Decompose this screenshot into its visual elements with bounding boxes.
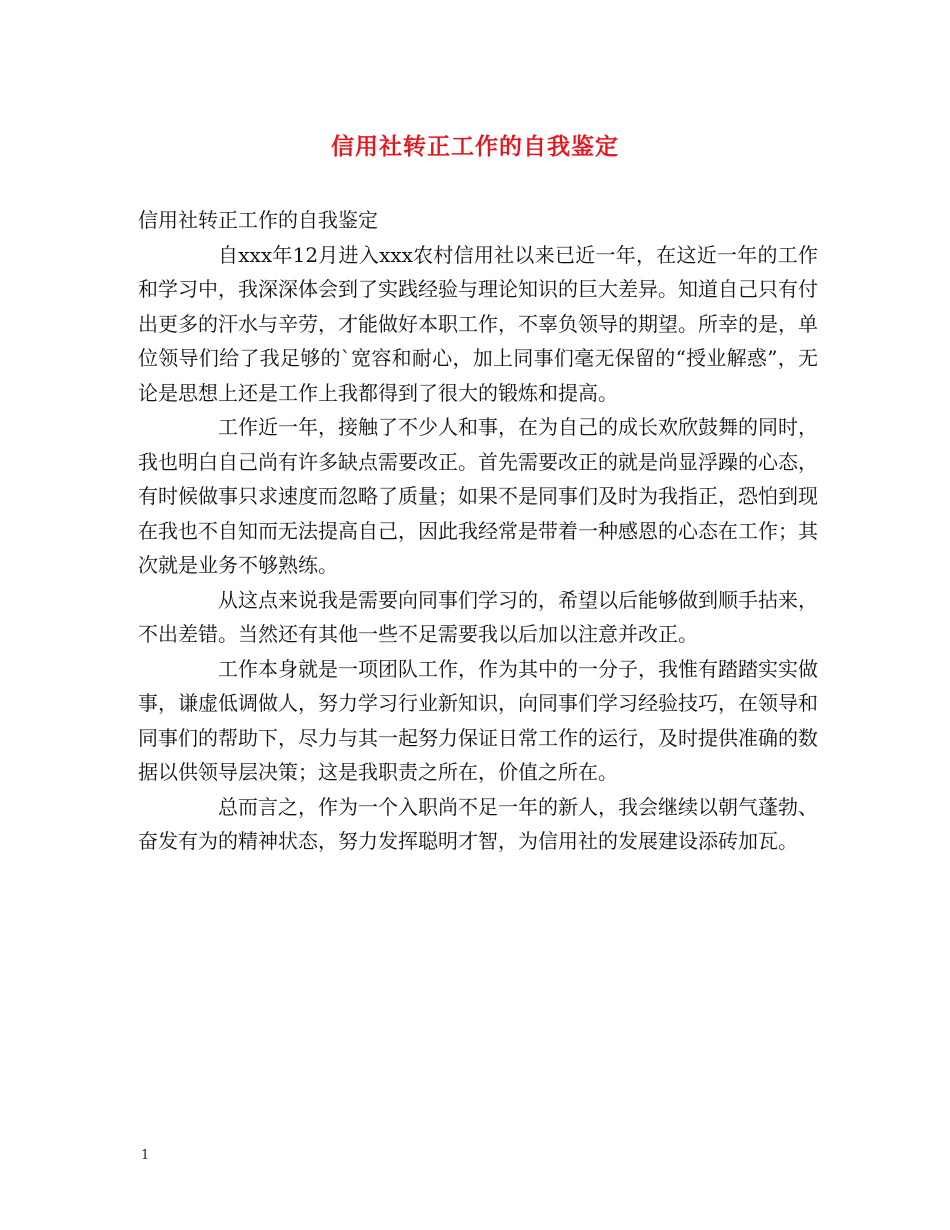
paragraph-2: 工作近一年，接触了不少人和事，在为自己的成长欢欣鼓舞的同时，我也明白自己尚有许多缺点需要改正。首先需要改正的就是尚显浮躁的心态，有时候做事只求速度而忽略了质量；如果不是同事们及时为我指正，恐怕到现在我也不自知而无法提高自己，因此我经常是带着一种感恩的心态在工作；其次就是业务不够熟练。: [138, 415, 818, 577]
paragraph-1: 自xxx年12月进入xxx农村信用社以来已近一年，在这近一年的工作和学习中，我深深体会到了实践经验与理论知识的巨大差异。知道自己只有付出更多的汗水与辛劳，才能做好本职工作，不辜负领导的期望。所幸的是，单位领导们给了我足够的`宽容和耐心，加上同事们毫无保留的“授业解惑”，无论是思想上还是工作上我都得到了很大的锻炼和提高。: [138, 242, 818, 405]
paragraph-4: 工作本身就是一项团队工作，作为其中的一分子，我惟有踏踏实实做事，谦虚低调做人，努力学习行业新知识，向同事们学习经验技巧，在领导和同事们的帮助下，尽力与其一起努力保证日常工作的运行，及时提供准确的数据以供领导层决策；这是我职责之所在，价值之所在。: [138, 656, 818, 784]
document-body: [138, 203, 818, 859]
page-number: 1: [141, 1148, 150, 1163]
paragraph-3: 从这点来说我是需要向同事们学习的，希望以后能够做到顺手拈来，不出差错。当然还有其他一些不足需要我以后加以注意并改正。: [138, 587, 818, 646]
document-subtitle: 信用社转正工作的自我鉴定: [138, 208, 378, 232]
paragraph-5: 总而言之，作为一个入职尚不足一年的新人，我会继续以朝气蓬勃、奋发有为的精神状态，努力发挥聪明才智，为信用社的发展建设添砖加瓦。: [138, 794, 818, 853]
document-title: 信用社转正工作的自我鉴定: [331, 133, 619, 160]
